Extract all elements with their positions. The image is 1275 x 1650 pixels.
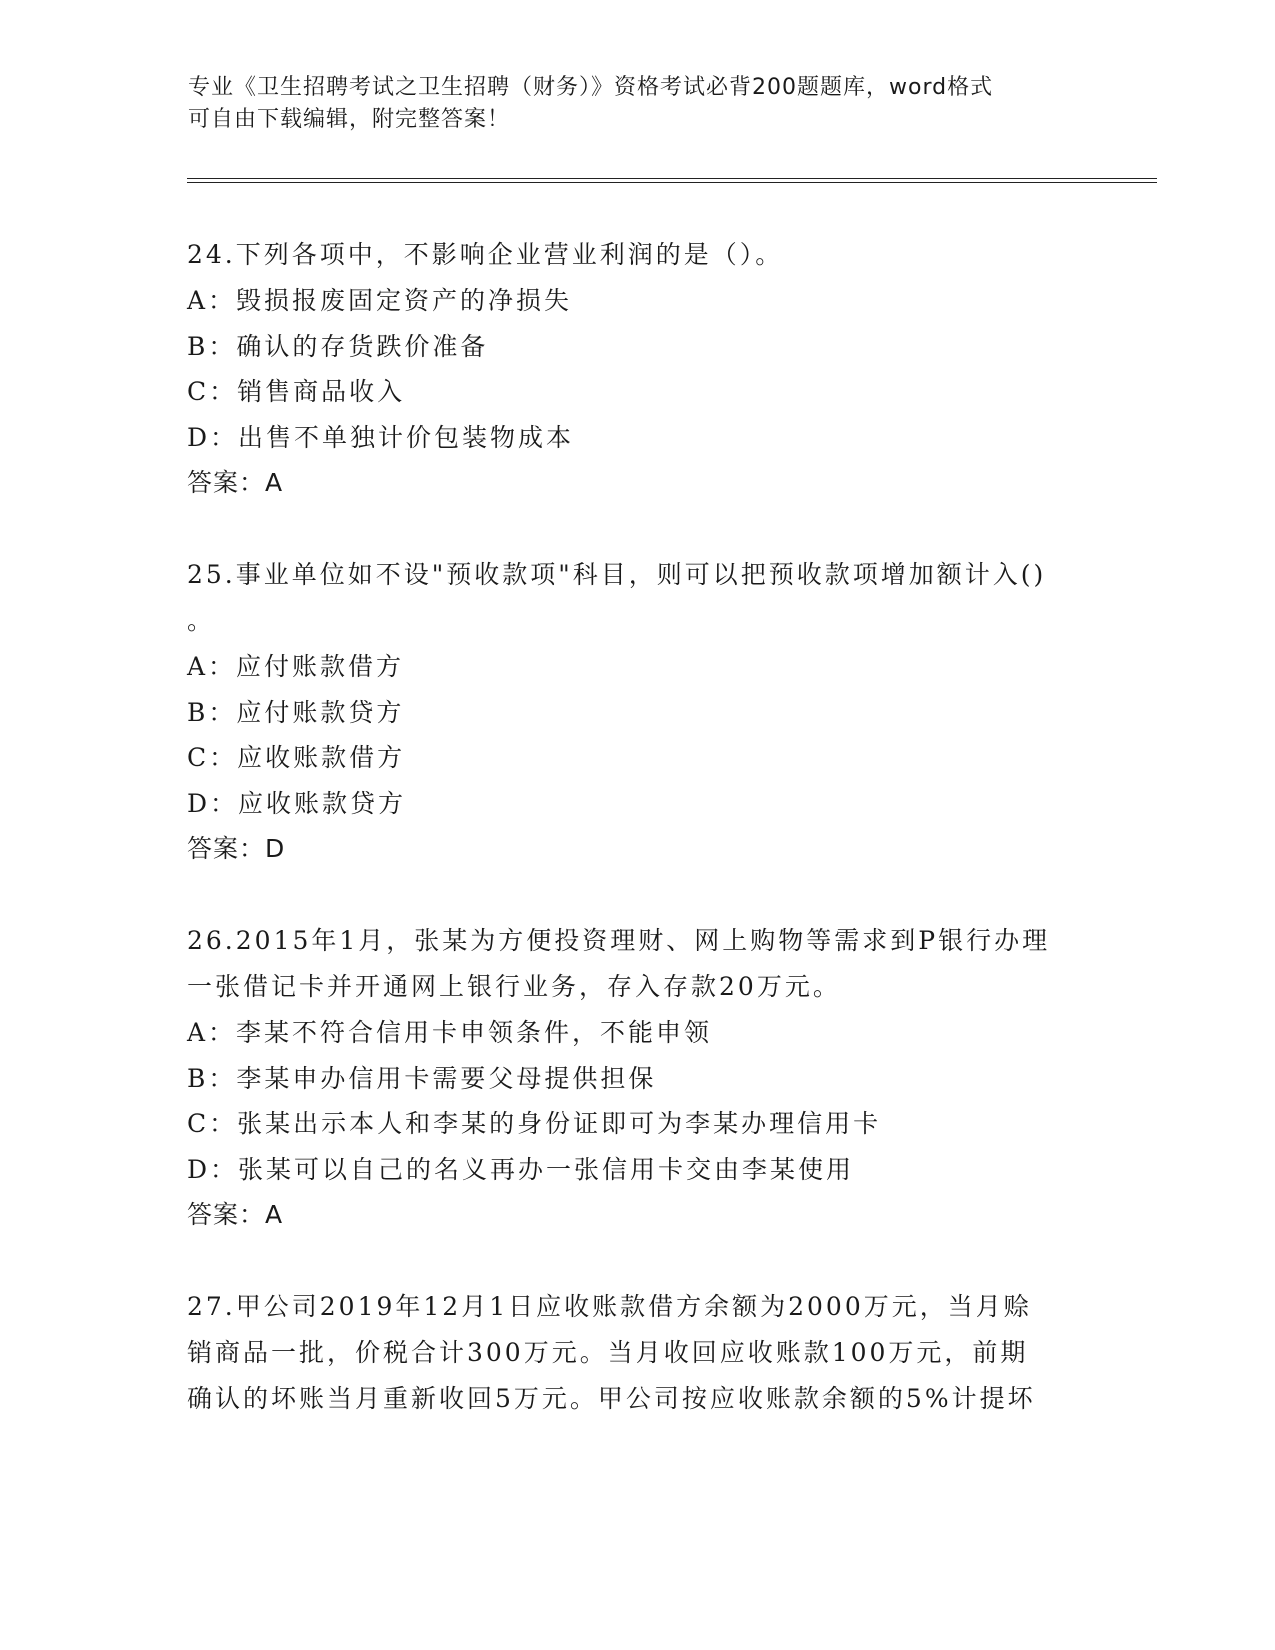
- question-stem-continued: 确认的坏账当月重新收回5万元。甲公司按应收账款余额的5%计提坏: [187, 1384, 1036, 1413]
- answer-label: 答案：A: [187, 468, 284, 497]
- question-stem: 26.2015年1月，张某为方便投资理财、网上购物等需求到P银行办理: [187, 926, 1051, 955]
- header-line-2: 可自由下载编辑，附完整答案！: [188, 107, 511, 132]
- option-c: C：张某出示本人和李某的身份证即可为李某办理信用卡: [187, 1109, 882, 1138]
- header-divider-top: [187, 178, 1157, 179]
- document-header: [188, 72, 1088, 136]
- question-stem-continued: 销商品一批，价税合计300万元。当月收回应收账款100万元，前期: [187, 1338, 1029, 1367]
- option-c: C：应收账款借方: [187, 743, 406, 772]
- option-d: D：张某可以自己的名义再办一张信用卡交由李某使用: [187, 1154, 855, 1184]
- question-stem: 24.下列各项中，不影响企业营业利润的是（）。: [187, 240, 784, 269]
- option-d: D：应收账款贷方: [187, 788, 407, 818]
- question-26: [187, 918, 1087, 1238]
- option-a: A：应付账款借方: [187, 652, 405, 681]
- question-27: [187, 1284, 1087, 1422]
- question-list: [187, 232, 1087, 1422]
- option-b: B：确认的存货跌价准备: [187, 331, 489, 361]
- option-b: B：李某申办信用卡需要父母提供担保: [187, 1063, 657, 1093]
- header-divider-bottom: [187, 182, 1157, 183]
- answer-label: 答案：A: [187, 1200, 284, 1229]
- question-stem-continued: 。: [187, 606, 216, 635]
- option-c: C：销售商品收入: [187, 377, 406, 406]
- question-stem-continued: 一张借记卡并开通网上银行业务，存入存款20万元。: [187, 972, 841, 1001]
- question-stem: 25.事业单位如不设"预收款项"科目，则可以把预收款项增加额计入(): [187, 560, 1047, 589]
- question-stem: 27.甲公司2019年12月1日应收账款借方余额为2000万元，当月赊: [187, 1292, 1032, 1321]
- question-25: [187, 552, 1087, 872]
- option-a: A：李某不符合信用卡申领条件，不能申领: [187, 1018, 713, 1047]
- answer-label: 答案：D: [187, 834, 286, 863]
- header-line-1: 专业《卫生招聘考试之卫生招聘（财务）》资格考试必背200题题库，word格式: [188, 75, 994, 100]
- option-a: A：毁损报废固定资产的净损失: [187, 286, 573, 315]
- option-b: B：应付账款贷方: [187, 697, 405, 727]
- option-d: D：出售不单独计价包装物成本: [187, 422, 575, 452]
- question-24: [187, 232, 1087, 506]
